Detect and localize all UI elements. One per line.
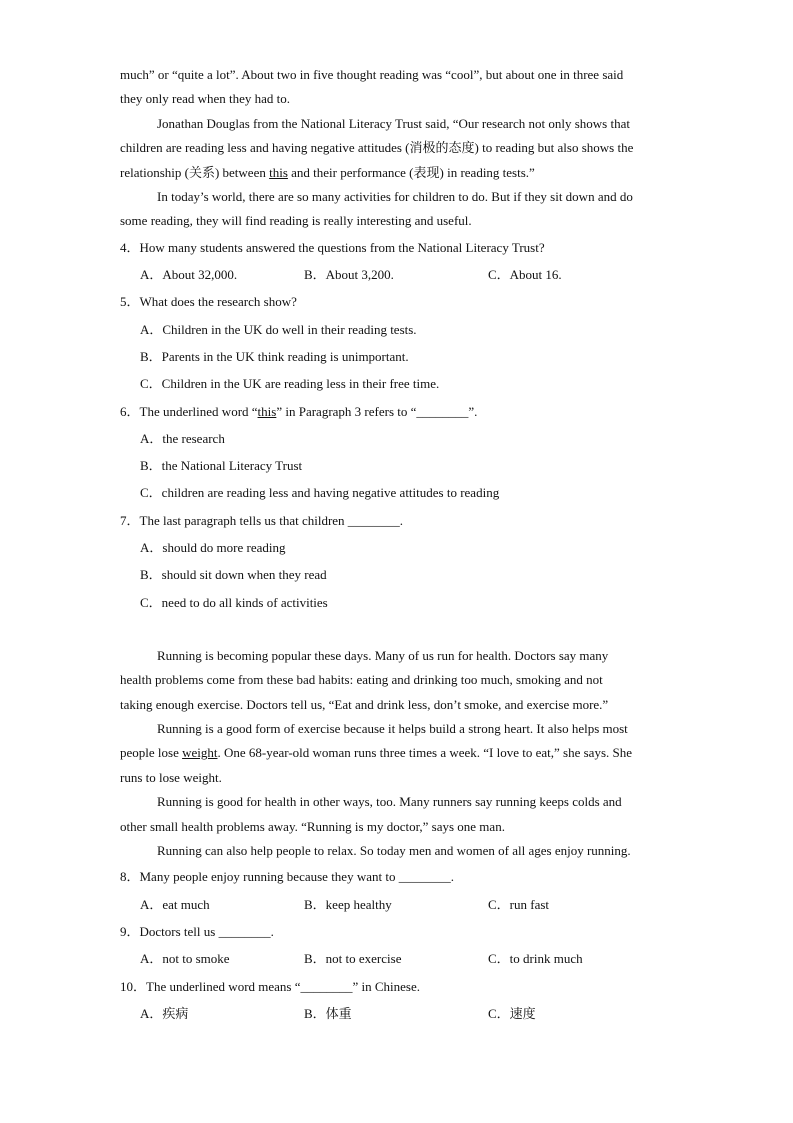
- text-segment: and their performance (表现) in reading tests.”: [287, 164, 535, 180]
- passage2-para3-line2: other small health problems away. “Running is my doctor,” says one man.: [120, 818, 505, 834]
- option-c[interactable]: C．About 16.: [488, 267, 562, 283]
- question-stem: 5．What does the research show?: [120, 294, 297, 310]
- text-segment: ” in Paragraph 3 refers to “________”.: [276, 403, 478, 419]
- passage2-para2-line2: [120, 741, 680, 765]
- option-a[interactable]: A．疾病: [140, 1005, 189, 1021]
- underlined-word-this: this: [269, 164, 288, 180]
- passage1-para4-line2: some reading, they will find reading is really interesting and useful.: [120, 213, 472, 229]
- text-segment: relationship (关系) between: [120, 164, 270, 180]
- passage2-para1-line2: health problems come from these bad habits: eating and drinking too much, smoking and not: [120, 672, 603, 688]
- option-c[interactable]: C．need to do all kinds of activities: [140, 594, 328, 610]
- passage1-para4-line1: In today’s world, there are so many activities for children to do. But if they sit down and do: [157, 188, 633, 204]
- question-stem: 8．Many people enjoy running because they want to ________.: [120, 869, 454, 885]
- section-gap: [120, 616, 680, 644]
- question-8: [120, 863, 680, 918]
- option-b[interactable]: B．keep healthy: [304, 896, 392, 912]
- option-a[interactable]: A．eat much: [140, 896, 210, 912]
- passage2-para1-line3: taking enough exercise. Doctors tell us, “Eat and drink less, don’t smoke, and exercise more.”: [120, 696, 609, 712]
- option-a[interactable]: A．Children in the UK do well in their reading tests.: [140, 321, 417, 337]
- passage2-para4-line1: Running can also help people to relax. So today men and women of all ages enjoy running.: [157, 843, 631, 859]
- document-page: [120, 63, 680, 1027]
- option-row: [120, 1000, 680, 1027]
- option-c[interactable]: C．to drink much: [488, 951, 583, 967]
- question-stem: [120, 398, 680, 425]
- option-row: [120, 945, 680, 972]
- passage2: [120, 644, 680, 864]
- option-c[interactable]: C．速度: [488, 1005, 536, 1021]
- question-5: [120, 288, 680, 397]
- text-segment: people lose: [120, 745, 183, 761]
- option-b[interactable]: B．Parents in the UK think reading is unimportant.: [140, 348, 409, 364]
- question-9: [120, 918, 680, 973]
- option-b[interactable]: B．not to exercise: [304, 951, 402, 967]
- passage1-para2-line1: much” or “quite a lot”. About two in five thought reading was “cool”, but about one in three said: [120, 67, 624, 82]
- text-segment: 6．The underlined word “: [120, 403, 258, 419]
- option-c[interactable]: C．children are reading less and having negative attitudes to reading: [140, 485, 500, 501]
- question-6: [120, 398, 680, 507]
- question-stem: 10．The underlined word means “________” in Chinese.: [120, 978, 421, 994]
- passage1-para3-line3: [120, 161, 680, 185]
- underlined-word-weight: weight: [182, 745, 218, 761]
- question-stem: 4．How many students answered the questions from the National Literacy Trust?: [120, 239, 545, 255]
- question-4: [120, 234, 680, 289]
- passage1-para3-line1: Jonathan Douglas from the National Literacy Trust said, “Our research not only shows that: [157, 115, 630, 131]
- option-c[interactable]: C．run fast: [488, 896, 550, 912]
- option-b[interactable]: B．the National Literacy Trust: [140, 458, 303, 474]
- passage1-para2-line2: they only read when they had to.: [120, 91, 291, 107]
- question-stem: 9．Doctors tell us ________.: [120, 924, 274, 939]
- passage1: [120, 63, 680, 234]
- passage2-para1-line1: Running is becoming popular these days. Many of us run for health. Doctors say many: [157, 647, 609, 663]
- option-row: [120, 261, 680, 288]
- question-10: [120, 973, 680, 1028]
- question-stem: 7．The last paragraph tells us that children ________.: [120, 512, 404, 528]
- option-a[interactable]: A．About 32,000.: [140, 267, 238, 283]
- option-a[interactable]: A．the research: [140, 430, 225, 446]
- option-c[interactable]: C．Children in the UK are reading less in their free time.: [140, 376, 440, 392]
- option-b[interactable]: B．About 3,200.: [304, 267, 394, 283]
- passage2-para3-line1: Running is good for health in other ways, too. Many runners say running keeps colds and: [157, 794, 622, 810]
- text-segment: . One 68-year-old woman runs three times a week. “I love to eat,” she says. She: [217, 745, 633, 761]
- option-a[interactable]: A．not to smoke: [140, 951, 230, 967]
- option-b[interactable]: B．should sit down when they read: [140, 567, 327, 583]
- option-b[interactable]: B．体重: [304, 1005, 352, 1021]
- passage2-para2-line1: Running is a good form of exercise because it helps build a strong heart. It also helps most: [157, 721, 628, 737]
- option-a[interactable]: A．should do more reading: [140, 540, 286, 555]
- passage2-para2-line3: runs to lose weight.: [120, 769, 222, 785]
- option-row: [120, 891, 680, 918]
- question-7: [120, 507, 680, 616]
- passage1-para3-line2: children are reading less and having negative attitudes (消极的态度) to reading but also shows the: [120, 140, 634, 156]
- underlined-word-this: this: [257, 403, 277, 419]
